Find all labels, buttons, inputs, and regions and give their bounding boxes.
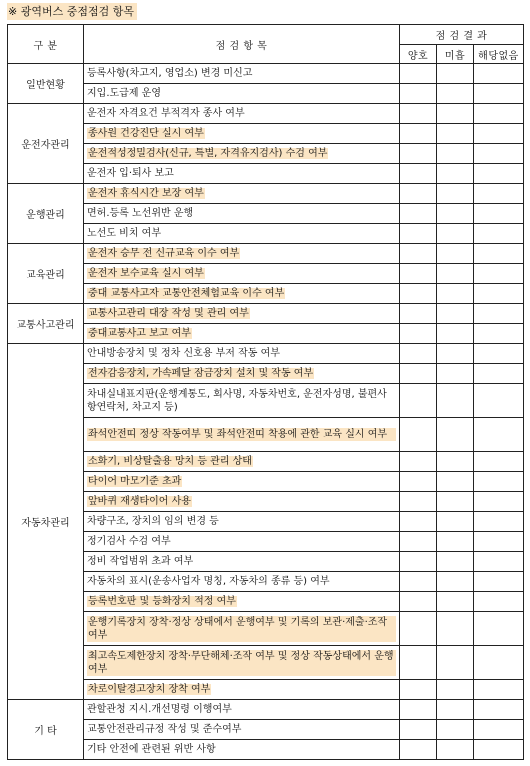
item-text: 중대 교통사고자 교통안전체험교육 이수 여부	[88, 288, 285, 299]
result-good-cell[interactable]	[400, 144, 437, 164]
result-na-cell[interactable]	[474, 532, 524, 552]
category-cell: 운전자관리	[8, 104, 84, 184]
table-row	[8, 224, 524, 244]
result-na-cell[interactable]	[474, 364, 524, 384]
result-na-cell[interactable]	[474, 572, 524, 592]
table-row	[8, 164, 524, 184]
result-good-cell[interactable]	[400, 84, 437, 104]
result-good-cell[interactable]	[400, 124, 437, 144]
category-cell: 자동차관리	[8, 344, 84, 700]
result-good-cell[interactable]	[400, 64, 437, 84]
result-poor-cell[interactable]	[437, 84, 474, 104]
item-cell	[84, 592, 400, 612]
table-row	[8, 552, 524, 572]
result-poor-cell[interactable]	[437, 612, 474, 646]
result-good-cell[interactable]	[400, 572, 437, 592]
table-row	[8, 612, 524, 646]
item-cell	[84, 204, 400, 224]
table-row	[8, 284, 524, 304]
table-row	[8, 512, 524, 532]
item-cell	[84, 84, 400, 104]
result-good-cell[interactable]	[400, 184, 437, 204]
result-good-cell[interactable]	[400, 284, 437, 304]
result-poor-cell[interactable]	[437, 124, 474, 144]
table-row	[8, 324, 524, 344]
result-good-cell[interactable]	[400, 492, 437, 512]
table-row	[8, 532, 524, 552]
item-text: 운전자 승무 전 신규교육 이수 여부	[88, 248, 240, 259]
item-text: 지입.도급제 운영	[87, 88, 161, 99]
item-cell	[84, 244, 400, 264]
table-row	[8, 104, 524, 124]
result-poor-cell[interactable]	[437, 364, 474, 384]
table-row	[8, 452, 524, 472]
table-row	[8, 264, 524, 284]
category-cell: 교통사고관리	[8, 304, 84, 344]
table-row	[8, 364, 524, 384]
result-good-cell[interactable]	[400, 364, 437, 384]
item-cell	[84, 572, 400, 592]
item-text: 운전적성정밀검사(신규, 특별, 자격유지검사) 수검 여부	[88, 148, 328, 159]
result-na-cell[interactable]	[474, 204, 524, 224]
item-cell	[84, 144, 400, 164]
table-row	[8, 418, 524, 452]
result-good-cell[interactable]	[400, 532, 437, 552]
item-text: 앞바퀴 재생타이어 사용	[88, 496, 191, 507]
result-poor-cell[interactable]	[437, 592, 474, 612]
item-text: 정기검사 수검 여부	[87, 536, 171, 547]
result-na-cell[interactable]	[474, 720, 524, 740]
result-poor-cell[interactable]	[437, 224, 474, 244]
result-good-cell[interactable]	[400, 104, 437, 124]
item-cell	[84, 532, 400, 552]
table-row	[8, 384, 524, 418]
item-text: 등록사항(차고지, 영업소) 변경 미신고	[87, 68, 253, 79]
result-na-cell[interactable]	[474, 612, 524, 646]
item-text: 전자감응장치, 가속페달 잠금장치 설치 및 작동 여부	[88, 368, 314, 379]
result-na-cell[interactable]	[474, 740, 524, 760]
item-cell	[84, 304, 400, 324]
item-text: 소화기, 비상탈출용 망치 등 관리 상태	[88, 456, 252, 467]
result-na-cell[interactable]	[474, 144, 524, 164]
result-poor-cell[interactable]	[437, 164, 474, 184]
table-row	[8, 124, 524, 144]
table-row	[8, 646, 524, 680]
item-cell	[84, 64, 400, 84]
result-na-cell[interactable]	[474, 244, 524, 264]
result-na-cell[interactable]	[474, 512, 524, 532]
item-cell	[84, 164, 400, 184]
result-poor-cell[interactable]	[437, 452, 474, 472]
result-poor-cell[interactable]	[437, 532, 474, 552]
result-good-cell[interactable]	[400, 720, 437, 740]
result-poor-cell[interactable]	[437, 184, 474, 204]
category-cell: 일반현황	[8, 64, 84, 104]
result-good-cell[interactable]	[400, 592, 437, 612]
result-good-cell[interactable]	[400, 740, 437, 760]
table-row	[8, 700, 524, 720]
result-poor-cell[interactable]	[437, 304, 474, 324]
table-row	[8, 472, 524, 492]
item-text: 교통사고관리 대장 작성 및 관리 여부	[88, 308, 249, 319]
table-row	[8, 572, 524, 592]
item-text: 좌석안전띠 정상 작동여부 및 좌석안전띠 착용에 관한 교육 실시 여부	[87, 428, 396, 441]
item-cell	[84, 124, 400, 144]
result-poor-cell[interactable]	[437, 740, 474, 760]
table-row	[8, 720, 524, 740]
table-row	[8, 740, 524, 760]
item-cell	[84, 104, 400, 124]
result-na-cell[interactable]	[474, 552, 524, 572]
item-cell	[84, 680, 400, 700]
result-na-cell[interactable]	[474, 472, 524, 492]
result-na-cell[interactable]	[474, 492, 524, 512]
result-good-cell[interactable]	[400, 224, 437, 244]
result-poor-cell[interactable]	[437, 64, 474, 84]
result-good-cell[interactable]	[400, 612, 437, 646]
item-cell	[84, 224, 400, 244]
item-text: 차량구조, 장치의 임의 변경 등	[87, 516, 219, 527]
item-text: 타이어 마모기준 초과	[88, 476, 182, 487]
item-text: 관할관청 지시.개선명령 이행여부	[87, 704, 232, 715]
result-na-cell[interactable]	[474, 304, 524, 324]
table-row	[8, 244, 524, 264]
items-header: 점 검 항 목	[84, 25, 400, 64]
category-cell: 운행관리	[8, 184, 84, 244]
result-na-cell[interactable]	[474, 124, 524, 144]
item-text: 운행기록장치 장착·정상 상태에서 운행여부 및 기록의 보관·제출·조작 여부	[87, 616, 396, 642]
item-cell	[84, 512, 400, 532]
result-poor-cell[interactable]	[437, 646, 474, 680]
table-row	[8, 304, 524, 324]
result-poor-cell[interactable]	[437, 104, 474, 124]
item-cell	[84, 418, 400, 452]
table-row	[8, 184, 524, 204]
page-title: ※ 광역버스 중점점검 항목	[7, 3, 137, 20]
result-good-cell[interactable]	[400, 418, 437, 452]
result-header: 점 검 결 과	[400, 25, 524, 45]
result-good-cell[interactable]	[400, 244, 437, 264]
result-poor-cell[interactable]	[437, 204, 474, 224]
item-text: 안내방송장치 및 정차 신호용 부저 작동 여부	[87, 348, 280, 359]
result-poor-cell[interactable]	[437, 680, 474, 700]
result-poor-cell[interactable]	[437, 552, 474, 572]
result-good-cell[interactable]	[400, 512, 437, 532]
result-good-cell[interactable]	[400, 264, 437, 284]
result-na-cell[interactable]	[474, 284, 524, 304]
item-text: 차로이탈경고장치 장착 여부	[88, 684, 211, 695]
item-text: 운전자 휴식시간 보장 여부	[88, 188, 204, 199]
result-poor-cell[interactable]	[437, 324, 474, 344]
result-good-cell[interactable]	[400, 344, 437, 364]
result-poor-cell[interactable]	[437, 418, 474, 452]
result-good-cell[interactable]	[400, 552, 437, 572]
result-poor-cell[interactable]	[437, 720, 474, 740]
result-na-cell[interactable]	[474, 418, 524, 452]
item-cell	[84, 646, 400, 680]
result-na-cell[interactable]	[474, 84, 524, 104]
inspection-table	[7, 24, 524, 760]
item-text: 기타 안전에 관련된 위반 사항	[87, 744, 216, 755]
item-cell	[84, 552, 400, 572]
result-poor-cell[interactable]	[437, 384, 474, 418]
item-text: 정비 작업범위 초과 여부	[87, 556, 194, 567]
table-row	[8, 592, 524, 612]
result-na-cell[interactable]	[474, 452, 524, 472]
result-good-cell[interactable]	[400, 304, 437, 324]
table-row	[8, 84, 524, 104]
item-text: 자동차의 표시(운송사업자 명칭, 자동차의 종류 등) 여부	[87, 576, 330, 587]
item-cell	[84, 264, 400, 284]
result-good-cell[interactable]	[400, 680, 437, 700]
category-cell: 교육관리	[8, 244, 84, 304]
item-cell	[84, 740, 400, 760]
result-na-cell[interactable]	[474, 646, 524, 680]
item-text: 운전자 입·퇴사 보고	[87, 168, 174, 179]
item-cell	[84, 612, 400, 646]
result-good-cell[interactable]	[400, 452, 437, 472]
result-na-cell[interactable]	[474, 700, 524, 720]
result-good-cell[interactable]	[400, 324, 437, 344]
result-poor-cell[interactable]	[437, 344, 474, 364]
category-cell: 기 타	[8, 700, 84, 760]
result-na-header: 해당없음	[474, 45, 524, 64]
result-na-cell[interactable]	[474, 184, 524, 204]
item-text: 운전자 보수교육 실시 여부	[88, 268, 204, 279]
result-good-cell[interactable]	[400, 204, 437, 224]
item-cell	[84, 184, 400, 204]
result-good-cell[interactable]	[400, 164, 437, 184]
table-row	[8, 492, 524, 512]
result-poor-cell[interactable]	[437, 264, 474, 284]
result-poor-header: 미흡	[437, 45, 474, 64]
result-na-cell[interactable]	[474, 224, 524, 244]
item-cell	[84, 344, 400, 364]
result-na-cell[interactable]	[474, 384, 524, 418]
result-poor-cell[interactable]	[437, 244, 474, 264]
result-poor-cell[interactable]	[437, 472, 474, 492]
category-header: 구 분	[8, 25, 84, 64]
result-na-cell[interactable]	[474, 324, 524, 344]
result-na-cell[interactable]	[474, 64, 524, 84]
table-row	[8, 144, 524, 164]
item-cell	[84, 324, 400, 344]
item-text: 등록번호판 및 등화장치 적정 여부	[88, 596, 236, 607]
result-poor-cell[interactable]	[437, 284, 474, 304]
item-cell	[84, 720, 400, 740]
result-na-cell[interactable]	[474, 164, 524, 184]
item-text: 종사원 건강진단 실시 여부	[88, 128, 204, 139]
result-na-cell[interactable]	[474, 264, 524, 284]
item-cell	[84, 384, 400, 418]
item-text: 교통안전관리규정 작성 및 준수여부	[87, 724, 242, 735]
item-cell	[84, 492, 400, 512]
item-text: 면허.등록 노선위반 운행	[87, 208, 194, 219]
result-good-header: 양호	[400, 45, 437, 64]
result-na-cell[interactable]	[474, 592, 524, 612]
item-text: 최고속도제한장치 장착·무단해체·조작 여부 및 정상 작동상태에서 운행 여부	[87, 650, 396, 676]
item-cell	[84, 700, 400, 720]
table-row	[8, 204, 524, 224]
result-poor-cell[interactable]	[437, 572, 474, 592]
result-poor-cell[interactable]	[437, 492, 474, 512]
item-cell	[84, 364, 400, 384]
result-good-cell[interactable]	[400, 384, 437, 418]
result-poor-cell[interactable]	[437, 144, 474, 164]
table-row	[8, 344, 524, 364]
table-row	[8, 680, 524, 700]
item-cell	[84, 472, 400, 492]
result-na-cell[interactable]	[474, 680, 524, 700]
item-text: 차내실내표지판(운행계통도, 회사명, 자동차번호, 운전자성명, 불편사항연락처, 차고지 등)	[87, 388, 387, 413]
result-good-cell[interactable]	[400, 646, 437, 680]
result-na-cell[interactable]	[474, 344, 524, 364]
item-text: 운전자 자격요건 부적격자 종사 여부	[87, 108, 245, 119]
table-row	[8, 64, 524, 84]
item-cell	[84, 284, 400, 304]
item-text: 노선도 비치 여부	[87, 228, 161, 239]
result-na-cell[interactable]	[474, 104, 524, 124]
result-good-cell[interactable]	[400, 472, 437, 492]
result-good-cell[interactable]	[400, 700, 437, 720]
item-text: 중대교통사고 보고 여부	[88, 328, 191, 339]
result-poor-cell[interactable]	[437, 512, 474, 532]
result-poor-cell[interactable]	[437, 700, 474, 720]
item-cell	[84, 452, 400, 472]
